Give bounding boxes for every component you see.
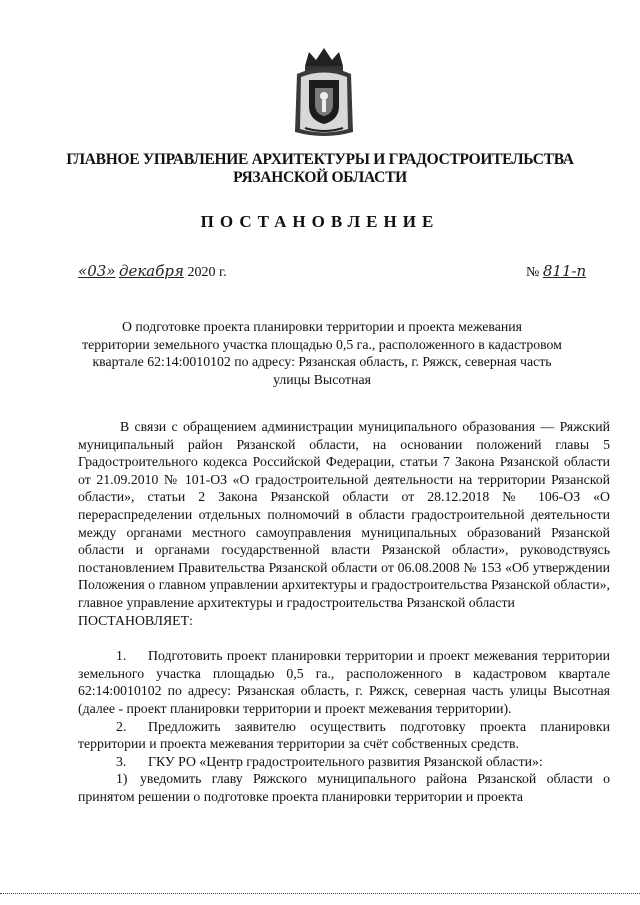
item-text: Предложить заявителю осуществить подготовку проекта планировки территории и проекта межевания территории за счёт собственных средств. (78, 718, 610, 752)
item-text: Подготовить проект планировки территории и проект межевания территории земельного участка площадью 0,5 га., расположенного в кадастровом квартале 62:14:0010102 по адресу: Рязанская область, г. Ряжск, северная часть улицы Высотная (далее - проект планировки территории и проект межевания территории). (78, 648, 610, 716)
number-value: 811-п (542, 262, 587, 280)
resolves-heading: ПОСТАНОВЛЯЕТ: (78, 612, 193, 628)
item-number: 1) (116, 771, 128, 787)
item-number: 3. (116, 753, 127, 769)
organization-name-line2: РЯЗАНСКОЙ ОБЛАСТИ (233, 169, 407, 186)
item-text: уведомить главу Ряжского муниципального района Рязанской области о принятом решении о подготовке проекта планировки территории и проекта (78, 771, 610, 804)
item-number: 2. (116, 718, 127, 734)
date-close-quote: » (106, 262, 116, 280)
date-year: 2020 г. (187, 265, 227, 280)
list-item (78, 647, 610, 717)
item-number: 1. (116, 648, 127, 664)
document-date (78, 262, 227, 281)
subject-line: О подготовке проекта планировки территории и проекта межевания (121, 319, 522, 334)
list-item (78, 753, 610, 771)
subject-line: улицы Высотная (273, 371, 371, 387)
document-type-title: ПОСТАНОВЛЕНИЕ (200, 212, 440, 231)
date-month: декабря (118, 262, 184, 280)
subject-line: территории земельного участка площадью 0,5 га., расположенного в кадастровом (82, 336, 562, 352)
document-subject (80, 318, 564, 388)
list-item (78, 718, 610, 753)
organization-name-line1: ГЛАВНОЕ УПРАВЛЕНИЕ АРХИТЕКТУРЫ И ГРАДОСТРОИТЕЛЬСТВА (66, 151, 574, 168)
number-prefix: № (526, 265, 540, 280)
document-body (78, 418, 610, 805)
page-edge-divider (0, 893, 640, 894)
list-item (78, 770, 610, 805)
item-text: ГКУ РО «Центр градостроительного развития Рязанской области»: (148, 753, 543, 769)
date-open-quote: « (78, 262, 88, 280)
coat-of-arms-icon (291, 44, 357, 140)
subject-line: квартале 62:14:0010102 по адресу: Рязанская область, г. Ряжск, северная часть (92, 354, 552, 370)
document-number (526, 262, 586, 281)
date-day: 03 (87, 262, 107, 280)
preamble-paragraph: В связи с обращением администрации муниципального образования — Ряжский муниципальный район Рязанской области, на основании положений главы 5 Градостроительного кодекса Российской Федерации, статьи 7 Закона Рязанской области от 21.09.2010 № 101-ОЗ «О градостроительной деятельности на территории Рязанской области», статьи 2 Закона Рязанской области от 28.12.2018 № 106-ОЗ «О перераспределении отдельных полномочий в области градостроительной деятельности между органами местного самоуправления муниципальных образований Рязанской области и органами государственной власти Рязанской области», руководствуясь постановлением Правительства Рязанской области от 06.08.2008 № 153 «Об утверждении Положения о главном управлении архитектуры и градостроительства Рязанской области», главное управление архитектуры и градостроительства Рязанской области (78, 419, 610, 610)
